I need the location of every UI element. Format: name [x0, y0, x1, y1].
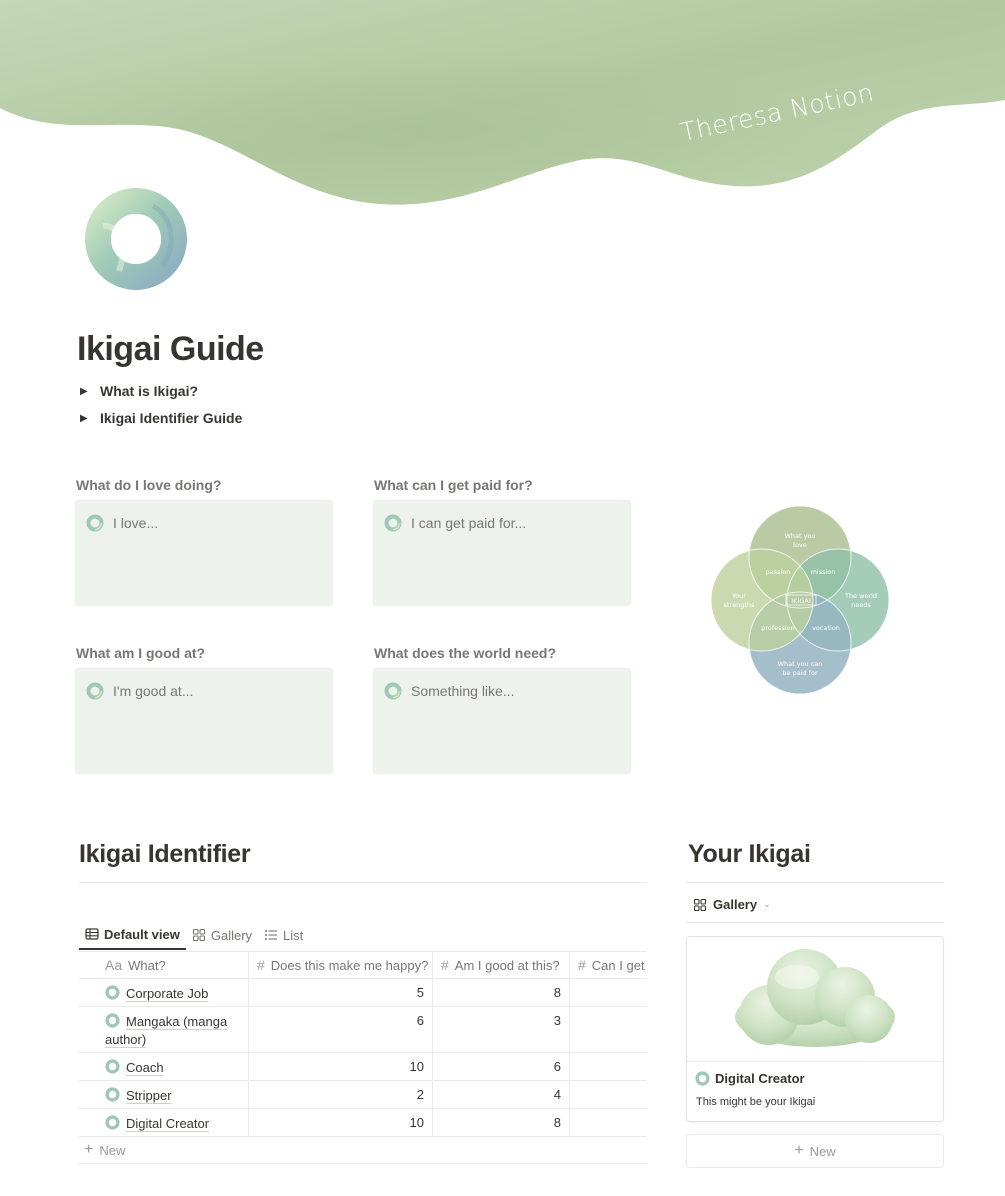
venn-passion: passion	[765, 568, 791, 576]
row-paid-value[interactable]	[570, 1109, 647, 1136]
table-row[interactable]	[79, 979, 647, 1007]
column-header-what[interactable]	[79, 952, 249, 978]
question-love-box[interactable]	[75, 500, 333, 606]
row-name-cell[interactable]	[79, 1007, 249, 1052]
triangle-right-icon[interactable]: ▶	[80, 385, 88, 397]
row-name-cell[interactable]	[79, 1109, 249, 1136]
row-good-value[interactable]: 8	[433, 979, 570, 1006]
your-ikigai-divider	[686, 882, 944, 883]
question-good-placeholder: I'm good at...	[113, 683, 194, 699]
ring-icon	[695, 1071, 710, 1086]
row-happy-value[interactable]: 2	[249, 1081, 433, 1108]
tab-list[interactable]	[258, 920, 309, 950]
table-row[interactable]	[79, 1081, 647, 1109]
view-label: Gallery	[713, 897, 758, 912]
venn-vocation: vocation	[812, 624, 840, 632]
ring-icon	[105, 1013, 120, 1028]
question-love-placeholder: I love...	[113, 515, 159, 531]
column-label: Can I get	[591, 957, 645, 973]
toggle-label: Ikigai Identifier Guide	[100, 410, 243, 426]
venn-strengths-line-2: strengths	[723, 601, 755, 609]
card-title-text: Digital Creator	[715, 1071, 805, 1086]
toggle-label: What is Ikigai?	[100, 383, 199, 399]
venn-paid-line-1: What you can	[777, 660, 823, 668]
identifier-divider	[79, 882, 647, 883]
identifier-view-tabs	[79, 920, 309, 950]
gallery-icon	[192, 928, 206, 942]
venn-strengths-line-1: Your	[732, 592, 746, 600]
table-new-row-button[interactable]	[84, 1141, 125, 1159]
row-name-cell[interactable]	[79, 979, 249, 1006]
plus-icon: +	[84, 1141, 94, 1158]
gallery-new-button[interactable]	[686, 1134, 944, 1168]
row-good-value[interactable]: 3	[433, 1007, 570, 1052]
plus-icon: +	[794, 1142, 804, 1159]
row-happy-value[interactable]: 6	[249, 1007, 433, 1052]
row-name-cell[interactable]	[79, 1053, 249, 1080]
column-label: Does this make me happy?	[270, 957, 429, 973]
row-name[interactable]: Corporate Job	[126, 986, 209, 1001]
question-world-label: What does the world need?	[374, 645, 557, 661]
row-happy-value[interactable]: 5	[249, 979, 433, 1006]
row-name[interactable]: Coach	[126, 1060, 164, 1075]
gallery-view-switcher[interactable]	[693, 897, 771, 912]
row-name[interactable]: Mangaka (manga author)	[105, 1014, 228, 1047]
row-happy-value[interactable]: 10	[249, 1109, 433, 1136]
row-paid-value[interactable]	[570, 1081, 647, 1108]
gallery-icon	[693, 898, 707, 912]
page-title: Ikigai Guide	[77, 330, 264, 368]
ring-icon	[105, 985, 120, 1000]
identifier-table	[79, 951, 647, 1165]
toggle-what-is-ikigai[interactable]	[80, 383, 198, 399]
venn-center-ikigai: IKIGAI	[791, 597, 811, 605]
cover-signature: Theresa Notion	[677, 77, 877, 147]
ring-icon	[384, 682, 402, 700]
card-description: This might be your Ikigai	[696, 1096, 816, 1108]
row-name-cell[interactable]	[79, 1081, 249, 1108]
tab-gallery[interactable]	[186, 920, 258, 950]
text-type-icon: Aa	[105, 957, 123, 973]
your-ikigai-heading: Your Ikigai	[688, 840, 811, 868]
tab-label: Gallery	[210, 927, 253, 943]
row-good-value[interactable]: 6	[433, 1053, 570, 1080]
question-paid-placeholder: I can get paid for...	[411, 515, 527, 531]
gallery-divider	[686, 922, 944, 923]
question-paid-box[interactable]	[373, 500, 631, 606]
cover-image	[0, 0, 1005, 215]
ring-icon	[105, 1115, 120, 1130]
question-world-placeholder: Something like...	[411, 683, 515, 699]
question-paid-label: What can I get paid for?	[374, 477, 533, 493]
tab-default-view[interactable]	[79, 920, 186, 950]
ring-icon	[384, 514, 402, 532]
ring-icon	[83, 186, 189, 292]
column-header-paid[interactable]	[570, 952, 647, 978]
table-header-row	[79, 951, 647, 979]
number-type-icon: #	[257, 957, 265, 973]
row-name[interactable]: Stripper	[126, 1088, 172, 1103]
tab-label: List	[283, 927, 304, 943]
page-icon-ring[interactable]	[83, 186, 189, 292]
venn-needs-line-1: The world	[844, 592, 878, 600]
row-paid-value[interactable]	[570, 1053, 647, 1080]
venn-love-line-1: What you	[784, 532, 816, 540]
table-row[interactable]	[79, 1007, 647, 1053]
ring-icon	[105, 1059, 120, 1074]
question-good-box[interactable]	[75, 668, 333, 774]
row-good-value[interactable]: 8	[433, 1109, 570, 1136]
list-icon	[264, 928, 278, 942]
table-bottom-divider	[79, 1163, 647, 1164]
row-paid-value[interactable]	[570, 979, 647, 1006]
ikigai-venn-diagram	[708, 505, 892, 699]
venn-paid-line-2: be paid for	[782, 669, 818, 677]
column-label: What?	[128, 957, 166, 973]
venn-mission: mission	[810, 568, 836, 576]
question-good-label: What am I good at?	[76, 645, 206, 661]
gallery-card[interactable]	[686, 936, 944, 1122]
ring-icon	[105, 1087, 120, 1102]
toggle-identifier-guide[interactable]	[80, 410, 242, 426]
ring-icon	[86, 682, 104, 700]
chevron-down-icon: ⌄	[763, 899, 771, 909]
triangle-right-icon[interactable]: ▶	[80, 412, 88, 424]
column-header-happy[interactable]	[249, 952, 433, 978]
new-label: New	[99, 1142, 126, 1158]
row-good-value[interactable]: 4	[433, 1081, 570, 1108]
card-title[interactable]	[695, 1071, 805, 1086]
venn-needs-line-2: needs	[851, 601, 871, 609]
row-name[interactable]: Digital Creator	[126, 1116, 210, 1131]
number-type-icon: #	[578, 957, 586, 973]
card-cover-image	[687, 937, 943, 1062]
tab-label: Default view	[104, 926, 180, 942]
table-row[interactable]	[79, 1053, 647, 1081]
column-header-good[interactable]	[433, 952, 570, 978]
ring-icon	[86, 514, 104, 532]
venn-profession: profession	[761, 624, 795, 632]
row-happy-value[interactable]: 10	[249, 1053, 433, 1080]
table-icon	[85, 927, 99, 941]
question-world-box[interactable]	[373, 668, 631, 774]
table-row[interactable]	[79, 1109, 647, 1137]
number-type-icon: #	[441, 957, 449, 973]
column-label: Am I good at this?	[454, 957, 560, 973]
identifier-heading: Ikigai Identifier	[79, 840, 251, 868]
cloud-illustration	[687, 937, 943, 1062]
venn-love-line-2: love	[793, 541, 807, 549]
new-label: New	[809, 1143, 836, 1159]
row-paid-value[interactable]	[570, 1007, 647, 1052]
question-love-label: What do I love doing?	[76, 477, 222, 493]
